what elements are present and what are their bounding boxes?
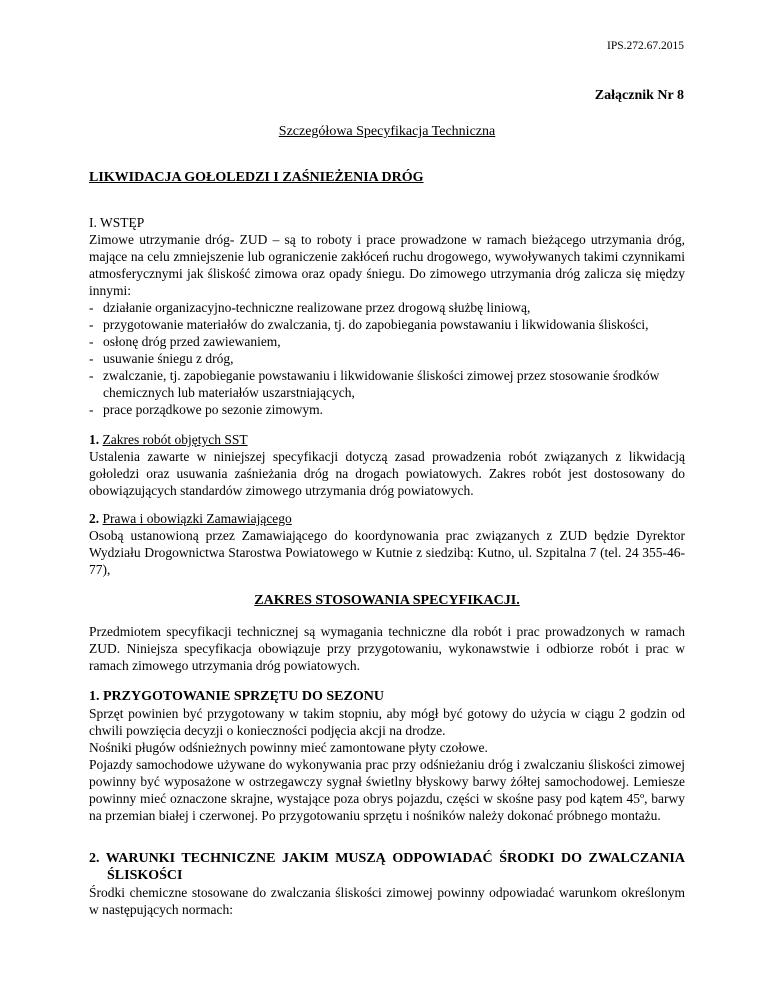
intro-text: Zimowe utrzymanie dróg- ZUD – są to roboty i prace prowadzone w ramach bieżącego utrzymania dróg, mające na celu zmniejszenie lub ograniczenie zakłóceń ruchu drogowego, wywoływanych takimi czynnikami atmosferycznymi jak śliskość zimowa oraz opady śniegu. Do zimowego utrzymania dróg zalicza się między innymi: — [89, 232, 685, 298]
scope-number: 1. — [89, 432, 100, 447]
scope-title: Zakres robót objętych SST — [102, 432, 248, 447]
duties-heading — [89, 510, 685, 527]
equipment-text-3: Pojazdy samochodowe używane do wykonywania prac przy odśnieżaniu dróg i zwalczaniu śliskości zimowej powinny być wyposażone w ostrzegawczy sygnał świetlny błyskowy barwy żółtej samochodowej. Lemiesze powinny mieć oznaczone skrajne, wystające poza obrys pojazdu, części w skośne pasy pod kątem 45º, barwy na przemian białej i czerwonej. Po przygotowaniu sprzętu i nośników należy dokonać próbnego montażu. — [89, 757, 685, 823]
duties-title: Prawa i obowiązki Zamawiającego — [102, 511, 292, 526]
document-reference: IPS.272.67.2015 — [607, 40, 684, 52]
list-item: - zwalczanie, tj. zapobieganie powstawaniu i likwidowanie śliskości zimowej przez stosowanie środków chemicznych lub materiałów uszarstniających, — [89, 367, 685, 401]
list-item: - usuwanie śniegu z dróg, — [89, 350, 685, 367]
annex-label: Załącznik Nr 8 — [594, 88, 684, 103]
list-item: - działanie organizacyjno-techniczne realizowane przez drogową służbę liniową, — [89, 299, 685, 316]
scope-heading — [89, 431, 685, 448]
application-heading: ZAKRES STOSOWANIA SPECYFIKACJI. — [254, 593, 520, 608]
conditions-text: Środki chemiczne stosowane do zwalczania śliskości zimowej powinny odpowiadać warunkom określonym w następujących normach: — [89, 885, 685, 917]
spec-title: Szczegółowa Specyfikacja Techniczna — [278, 124, 496, 139]
list-item: - osłonę dróg przed zawiewaniem, — [89, 333, 685, 350]
equipment-text-1: Sprzęt powinien być przygotowany w takim stopniu, aby mógł być gotowy do użycia w ciągu 2 godzin od chwili powzięcia decyzji o konieczności podjęcia akcji na drodze. — [89, 706, 685, 738]
conditions-heading: 2. WARUNKI TECHNICZNE JAKIM MUSZĄ ODPOWIADAĆ ŚRODKI DO ZWALCZANIA ŚLISKOŚCI — [89, 851, 685, 883]
equipment-heading: 1. PRZYGOTOWANIE SPRZĘTU DO SEZONU — [89, 689, 384, 704]
intro-list — [89, 299, 685, 418]
duties-number: 2. — [89, 511, 100, 526]
list-item: - przygotowanie materiałów do zwalczania, tj. do zapobiegania powstawaniu i likwidowania śliskości, — [89, 316, 685, 333]
application-text: Przedmiotem specyfikacji technicznej są wymagania techniczne dla robót i prac prowadzonych w ramach ZUD. Niniejsza specyfikacja obowiązuje przy przygotowaniu, wykonawstwie i odbiorze robót i prac w ramach zimowego utrzymania dróg powiatowych. — [89, 624, 685, 673]
main-title: LIKWIDACJA GOŁOLEDZI I ZAŚNIEŻENIA DRÓG — [89, 170, 424, 185]
duties-text: Osobą ustanowioną przez Zamawiającego do koordynowania prac związanych z ZUD będzie Dyrektor Wydziału Drogownictwa Starostwa Powiatowego w Kutnie z siedzibą: Kutno, ul. Szpitalna 7 (tel. 24 355-46-77), — [89, 528, 685, 577]
list-item: - prace porządkowe po sezonie zimowym. — [89, 401, 685, 418]
scope-text: Ustalenia zawarte w niniejszej specyfikacji dotyczą zasad prowadzenia robót związanych z likwidacją gołoledzi oraz usuwania zaśnieżania dróg na drogach powiatowych. Zakres robót jest dostosowany do obowiązujących standardów zimowego utrzymania dróg powiatowych. — [89, 449, 685, 498]
equipment-text-2: Nośniki pługów odśnieżnych powinny mieć zamontowane płyty czołowe. — [89, 740, 488, 755]
intro-heading: I. WSTĘP — [89, 215, 145, 230]
